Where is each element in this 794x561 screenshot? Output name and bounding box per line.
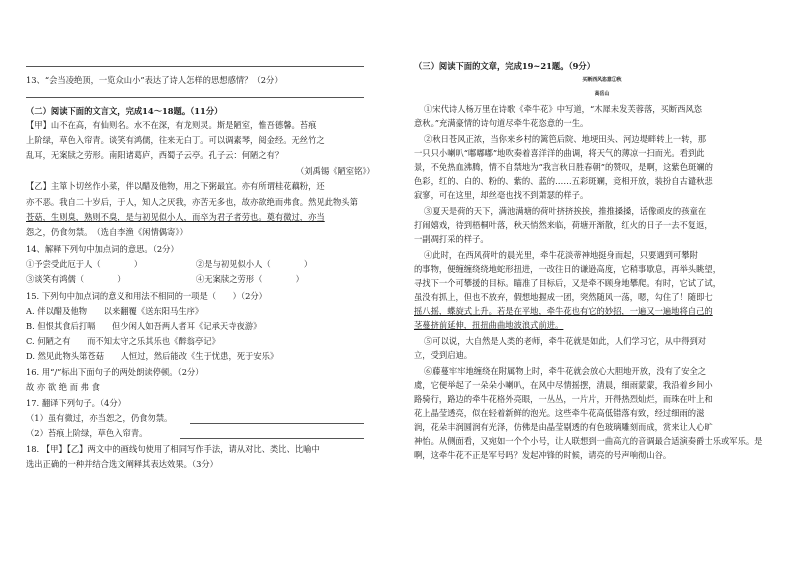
text-jia-line: 乱耳，无案牍之劳形。南阳诸葛庐，西蜀子云亭。孔子云：何陋之有？ (26, 150, 284, 160)
paragraph-line: ⑥藤蔓牢牢地缠绕在附属物上时，牵牛花就会放心大胆地开放，没有了安全之 (424, 366, 707, 376)
text-yi-line-underlined: 苍菇，生则臭，熟则不臭，是与初见似小人，而卒为君子者劳也。奠有微过，亦当 (26, 212, 325, 222)
question-18-line: 选出正确的一种并结合选文阐释其表达效果。（3分） (26, 459, 218, 469)
answer-line (180, 438, 364, 439)
answer-line (190, 423, 364, 424)
paragraph-line: 寂寥，可在这里，却丝毫也找不到萧瑟的样子。 (414, 190, 589, 200)
text-jia-line: 【甲】山不在高，有仙则名。水不在深，有龙则灵。斯是陋室，惟吾德馨。苔痕 (26, 120, 317, 130)
q17-item: （1）虽有微过，亦当恕之，仍食勿禁。 (26, 413, 173, 423)
paragraph-line: 一只只小喇叭“嘟嘟嘟”地吹奏着喜洋洋的曲调，将天气的薄凉一扫而光。看到此 (414, 148, 705, 158)
paragraph-line: 色彩，红的、白的、粉的、紫的、蓝的……五彩斑斓，竞相开放，装扮自古谴秋悲 (414, 176, 713, 186)
question-13: 13、“会当凌绝顶，一览众山小”表达了诗人怎样的思想感情？（2分） (26, 75, 283, 85)
q15-option-c: C. 何陋之有 而不知太守之乐其乐也《醉翁亭记》 (26, 336, 220, 346)
paragraph-line: 打闹嬉戏，待到梧桐叶落，秋天悄然来临，荷塘开渐散，红火的日子一去不复返， (414, 220, 713, 230)
paragraph-line: ⑤可以说，大自然是人类的老师，牵牛花就是如此，人们学习它，从中得到对 (424, 336, 707, 346)
paragraph-line: 一副凋打采的样子。 (414, 234, 489, 244)
text-yi-line: 亦不恶。我自二十岁后，于人，知人之厌我，亦苦无多也，故亦欲绝而弗食。然见此物头第 (26, 197, 358, 207)
section-2-title: （二）阅读下面的文言文，完成14～18题。（11分） (26, 106, 223, 116)
q14-item: ①予尝受此厄于人（ ） (26, 259, 143, 269)
paragraph-line: 花上晶莹透亮，似在轻着新鲜的泡光。这些牵牛花高低错落有致，经过细雨的滋 (414, 408, 705, 418)
q16-sentence: 故 亦 欲 绝 而 弗 食 (26, 382, 100, 392)
paragraph-line: 路骑行，路边的牵牛花格外亮眼，一丛丛，一片片，开得热烈灿烂，而珠在叶上和 (414, 394, 713, 404)
q14-item: ③谈笑有鸿儒（ ） (26, 274, 126, 284)
text-jia-line: 上阶绿，草色入帘青。谈笑有鸿儒，往来无白丁。可以调素琴，阅金经。无丝竹之 (26, 135, 325, 145)
paragraph-line: 意秋。”充满豪情的诗句道尽牵牛花恣意的一生。 (414, 118, 589, 128)
answer-line (26, 97, 364, 98)
question-14: 14、解释下列句中加点词的意思。（2分） (26, 244, 179, 254)
paragraph-line-underlined: 茎蔓挤前延伸，扭扭曲曲地波浪式前进。 (414, 320, 564, 330)
paragraph-line: ④此时，在西风荷叶的晨光里，牵牛花淡蒂神地挺身而起，只要遇到可攀附 (424, 250, 698, 260)
paragraph-line: 虽没有抓上，但也不放弃，假想地握成一团，突然随风一荡，嗯，勾住了！随即七 (414, 292, 713, 302)
text-yi-line: 怨之，仍食勿禁。 （选自李渔《闲情偶寄》） (26, 227, 188, 237)
article-title: 买断西风恣意①秋 (582, 77, 622, 83)
question-16: 16. 用“/”标出下面句子的两处朗读停顿。（2分） (26, 367, 204, 377)
question-17: 17. 翻译下列句子。（4分） (26, 398, 126, 408)
paragraph-line-underlined: 摇八摇，蝶旋式上升。若是在平地，牵牛花也有它的妙招，一遍又一遍地将自己的 (414, 306, 713, 316)
q14-item: ②是与初见似小人（ ） (196, 259, 313, 269)
question-15: 15. 下列句中加点词的意义和用法不相同的一项是（ ）（2分） (26, 291, 267, 301)
text-yi-line: 【乙】主箪卜切丝作小菜，伴以醋及他物，用之下粥最宜。亦有所谓桂花藕粉，还 (26, 181, 325, 191)
paragraph-line: ②秋日苍风正浓，当你来乡村的篱笆后院、地埂田头、河边堤畔转上一转，那 (424, 134, 707, 144)
paragraph-line: 润，花朵丰润圆润有光泽，仿佛是由晶莹剔透的有色玻璃雕刻而成，赏来让人心旷 (414, 422, 713, 432)
paragraph-line: 寻找下一个可攀援的目标。瞄准了目标后，又是牵不顾身地攀爬。有时，它试了试， (414, 278, 721, 288)
q15-option-b: B. 但恨其食后打嗝 但少闲人如吾两人者耳《记承天寺夜游》 (26, 321, 262, 331)
q17-item: （2）苔痕上阶绿，草色入帘青。 (26, 428, 148, 438)
section-3-title: （三）阅读下面的文章，完成19~21题。（9分） (414, 61, 596, 71)
text-jia-source: （刘禹锡《陋室铭》） (296, 166, 375, 176)
q15-option-a: A. 伴以醋及他物 以来翻覆《送东阳马生序》 (26, 306, 204, 316)
paragraph-line: 虞，它便举起了一朵朵小喇叭，在风中尽情摇摆，清晨，细雨蒙蒙，我沿着乡间小 (414, 380, 713, 390)
article-author: 高岳山 (594, 91, 610, 97)
answer-line (26, 66, 364, 67)
paragraph-line: ③夏天是荷的天下，满池满塘的荷叶挤挤挨挨，推推搡搡，话像顽皮的孩童在 (424, 206, 707, 216)
paragraph-line: 的事物，便缠缠绕绕地蛇形扭进，一改往日的谦逊高度，它稍事歇息，再举头眺望， (414, 264, 721, 274)
paragraph-line: 景，不免热血沸腾，情不自禁地为“我言秋日胜春朝”的赞叹，是啊，这紫色斑斓的 (414, 162, 713, 172)
q14-item: ④无案牍之劳形（ ） (196, 274, 304, 284)
paragraph-line: ①宋代诗人杨万里在诗歌《牵牛花》中写道，“木犀未发芙蓉落，买断西风恣 (424, 104, 703, 114)
paragraph-line: 立，受到启迪。 (414, 350, 473, 360)
question-18-line: 18. 【甲】【乙】两文中的画线句使用了相同写作手法，请从对比、类比、比喻中 (26, 444, 320, 454)
paragraph-line: 啊，这牵牛花不正是军号吗？发起冲锋的时候，请亮的号声响彻山谷。 (414, 450, 672, 460)
paragraph-line: 神怡。从侧面看，又宛如一个个小号，让人联想到一曲高亢的音调最合适演奏爵士乐或军乐。是 (414, 436, 763, 446)
q15-option-d: D. 然见此物头第苍菇 人恒过，然后能改《生于忧患，死于安乐》 (26, 351, 279, 361)
